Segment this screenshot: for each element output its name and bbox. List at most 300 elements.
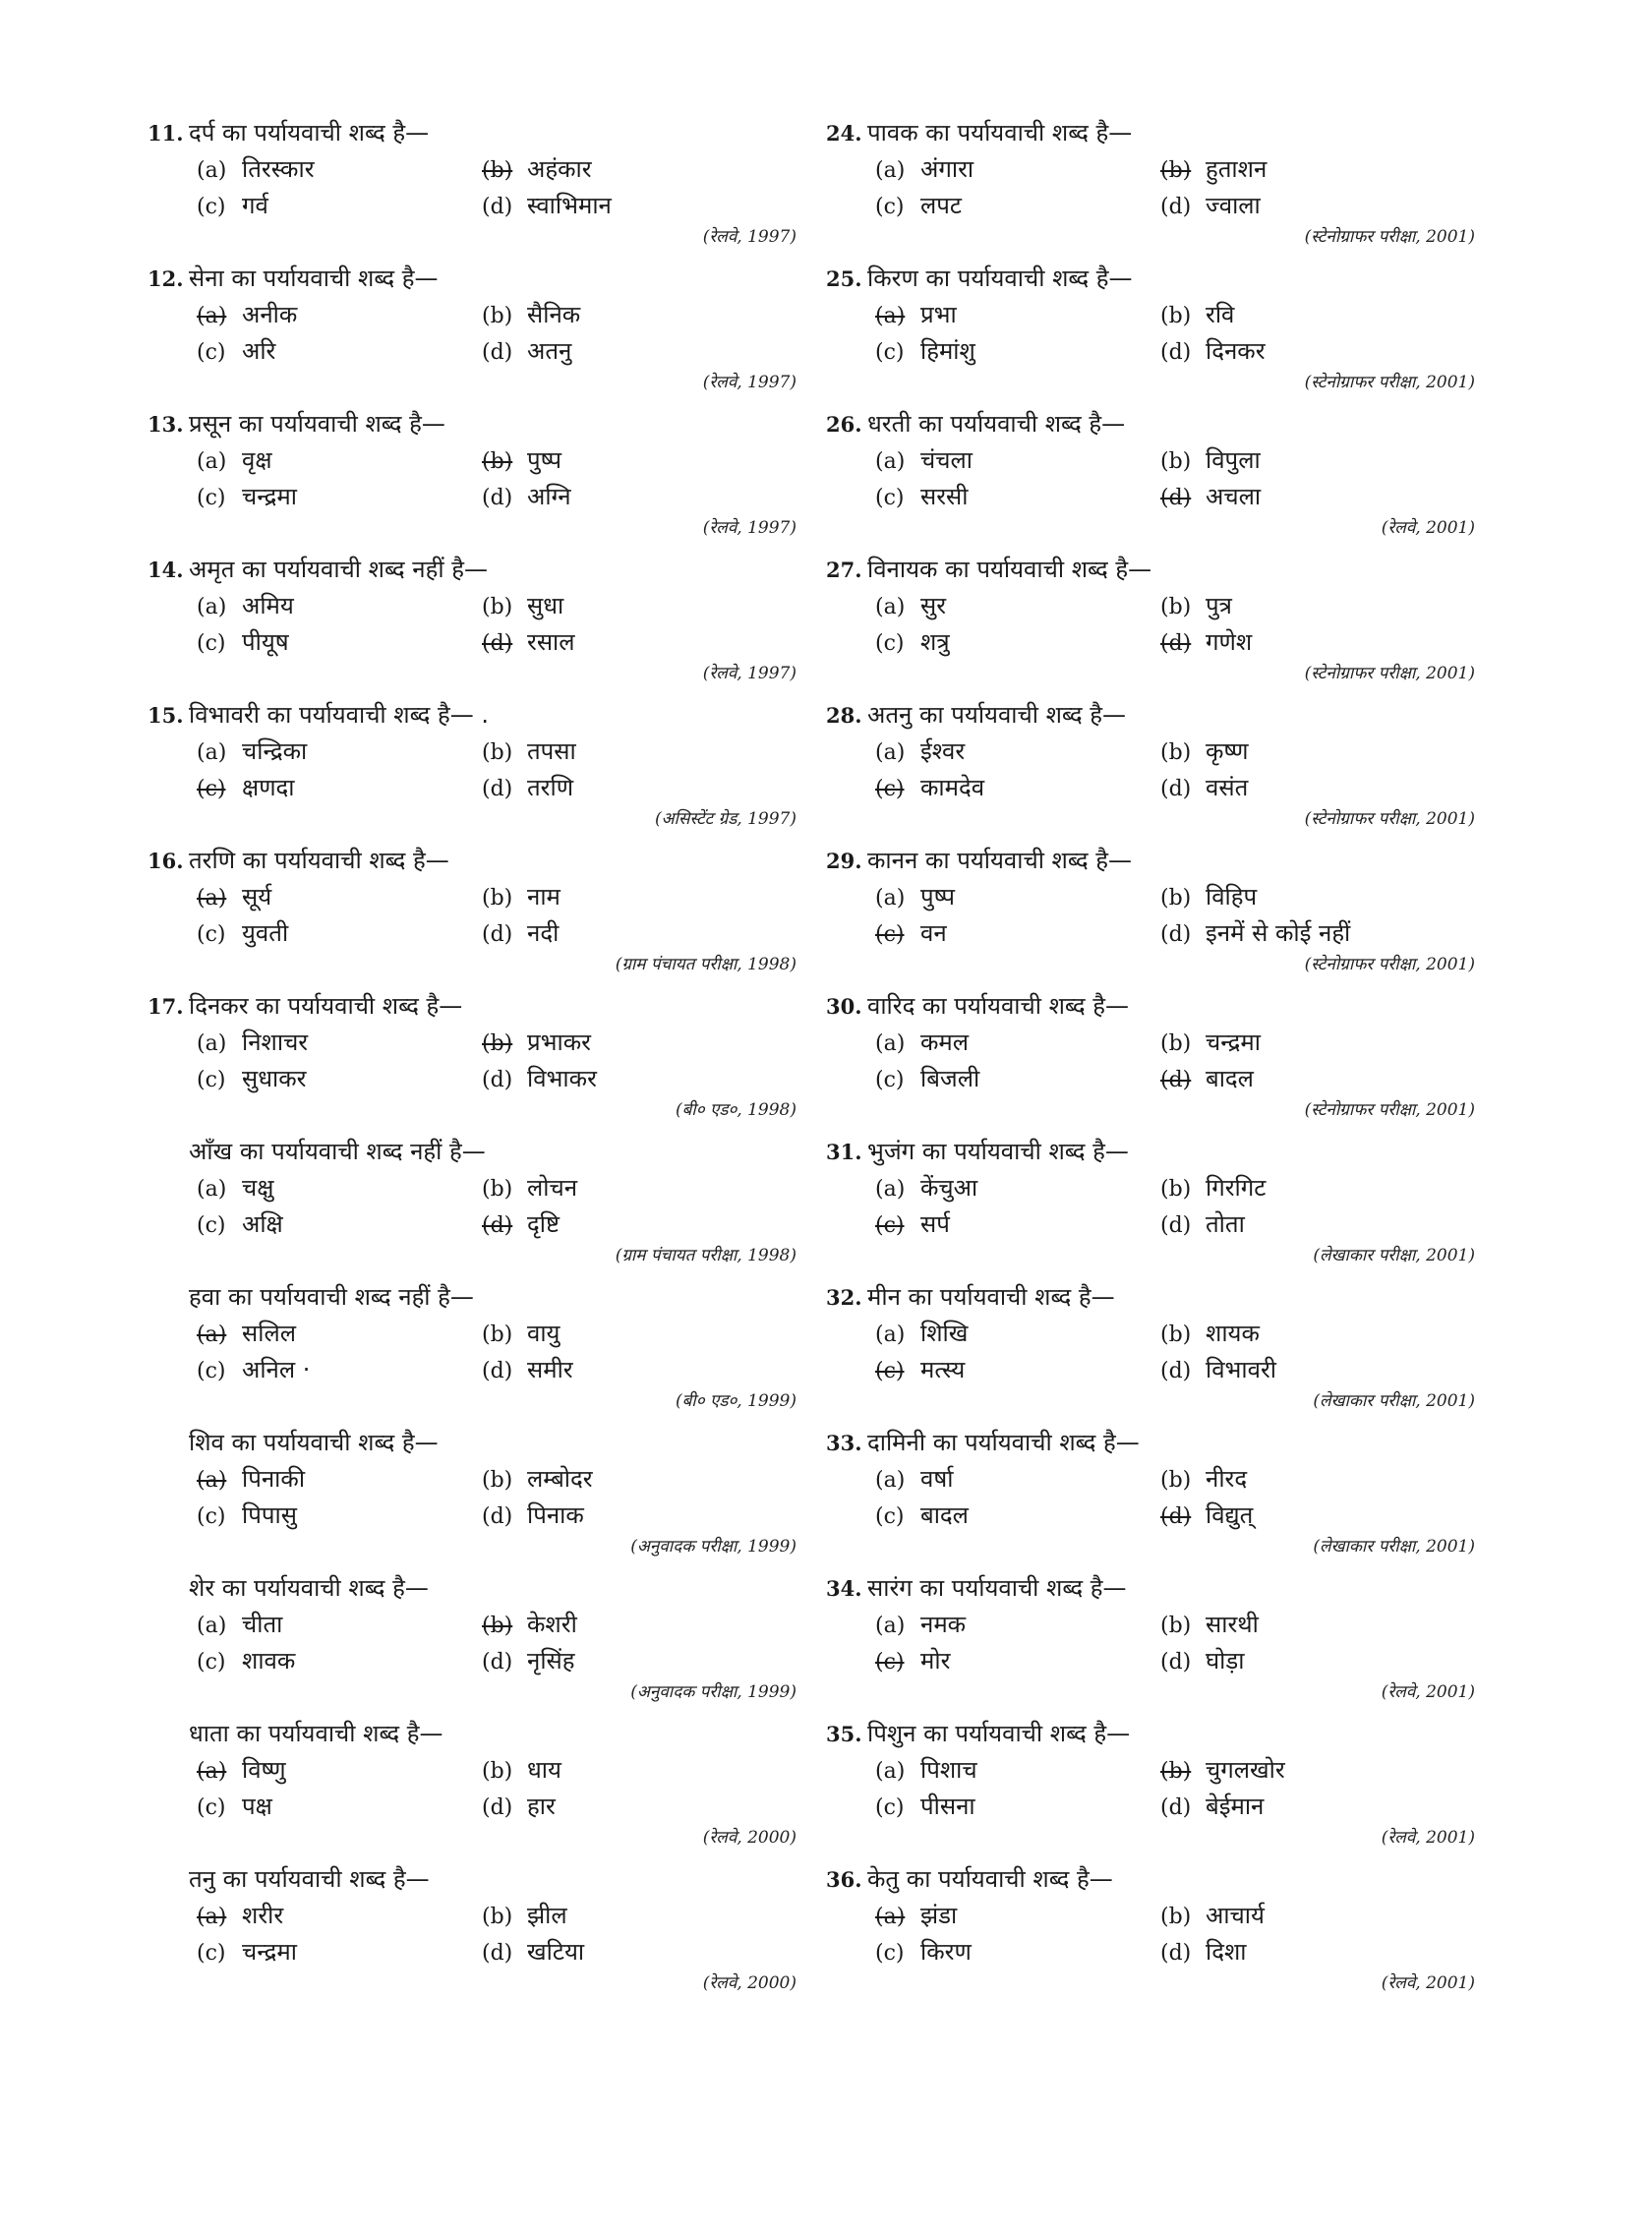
option-text: धाय xyxy=(527,1756,561,1784)
answer-option xyxy=(482,1206,777,1243)
question-text: का पर्यायवाची शब्द है— xyxy=(222,1865,430,1893)
option-label: (a) xyxy=(197,595,227,619)
question-stem xyxy=(148,262,836,297)
option-text: इनमें से कोई नहीं xyxy=(1206,919,1351,947)
option-text: पिपासु xyxy=(242,1501,297,1529)
option-label: (d) xyxy=(482,1650,513,1675)
option-label: (a) xyxy=(197,449,227,474)
answer-option xyxy=(482,734,777,770)
left-question-column xyxy=(148,116,836,2008)
option-text: किरण xyxy=(920,1938,972,1966)
option-label-marked: (d) xyxy=(482,631,513,656)
answer-option xyxy=(482,1934,777,1970)
option-label: (c) xyxy=(197,922,226,947)
answer-option xyxy=(482,1025,777,1061)
option-label-marked: (c) xyxy=(875,1213,905,1238)
option-text: समीर xyxy=(527,1356,573,1383)
option-label: (b) xyxy=(482,886,513,911)
answer-option xyxy=(197,1206,482,1243)
option-label-marked: (a) xyxy=(875,304,906,328)
option-text: प्रभा xyxy=(920,301,957,328)
option-label: (b) xyxy=(482,1759,513,1784)
question-block xyxy=(148,1426,836,1571)
option-text: सैनिक xyxy=(527,301,581,328)
question-block xyxy=(826,1717,1514,1862)
answer-option xyxy=(482,1461,777,1498)
question-number: 31. xyxy=(826,1140,862,1164)
question-keyword: आँख xyxy=(189,1138,233,1165)
options-grid xyxy=(875,1170,1514,1243)
question-keyword: दर्प xyxy=(189,119,215,147)
question-text: का पर्यायवाची शब्द है— xyxy=(256,992,463,1020)
question-number: 35. xyxy=(826,1722,862,1746)
options-grid xyxy=(197,1170,836,1243)
answer-option xyxy=(875,1498,1160,1534)
question-block xyxy=(826,1280,1514,1426)
option-label: (b) xyxy=(482,1905,513,1929)
option-label: (a) xyxy=(875,158,906,183)
option-text: पक्ष xyxy=(242,1793,272,1820)
answer-option xyxy=(197,1898,482,1934)
question-stem xyxy=(148,1280,836,1316)
question-block xyxy=(148,1717,836,1862)
option-label: (c) xyxy=(875,486,905,510)
question-text: का पर्यायवाची शब्द है— xyxy=(242,847,449,874)
exam-source: (रेलवे, 2000) xyxy=(702,1828,796,1848)
question-block xyxy=(826,553,1514,698)
option-text: चन्द्रमा xyxy=(242,1938,297,1966)
answer-option xyxy=(875,1316,1160,1352)
option-text: तपसा xyxy=(527,737,576,765)
options-grid xyxy=(197,151,836,224)
answer-option xyxy=(875,297,1160,333)
answer-option xyxy=(197,1025,482,1061)
exam-source: (रेलवे, 2001) xyxy=(1381,1973,1475,1993)
question-keyword: दामिनी xyxy=(867,1429,926,1456)
option-text: सूर्य xyxy=(242,883,272,911)
answer-option xyxy=(1160,915,1455,952)
option-label: (a) xyxy=(875,1031,906,1056)
option-text: दिनकर xyxy=(1206,337,1266,365)
option-label-marked: (a) xyxy=(197,1468,227,1493)
option-text: पिशाच xyxy=(920,1756,977,1784)
question-keyword: हवा xyxy=(189,1283,221,1311)
answer-option xyxy=(482,1170,777,1206)
exam-source: (स्टेनोग्राफर परीक्षा, 2001) xyxy=(1304,664,1475,683)
option-label-marked: (a) xyxy=(197,1323,227,1347)
options-grid xyxy=(197,1607,836,1679)
option-text: शायक xyxy=(1206,1320,1260,1347)
option-text: नाम xyxy=(527,883,560,911)
answer-option xyxy=(1160,1170,1455,1206)
question-text: का पर्यायवाची शब्द है— xyxy=(221,1574,429,1602)
option-label: (b) xyxy=(482,740,513,765)
answer-option xyxy=(197,1789,482,1825)
question-text: का पर्यायवाची शब्द है— . xyxy=(266,701,489,729)
answer-option xyxy=(875,1607,1160,1643)
answer-option xyxy=(482,1316,777,1352)
question-block xyxy=(826,1426,1514,1571)
question-stem xyxy=(148,1862,836,1898)
option-text: शत्रु xyxy=(920,628,950,656)
option-text: विद्युत् xyxy=(1206,1501,1254,1529)
option-label: (d) xyxy=(1160,1213,1192,1238)
option-label: (d) xyxy=(482,486,513,510)
option-text: वसंत xyxy=(1206,774,1249,801)
option-label: (a) xyxy=(197,740,227,765)
question-stem xyxy=(826,1426,1514,1461)
exam-source: (स्टेनोग्राफर परीक्षा, 2001) xyxy=(1304,373,1475,392)
question-block xyxy=(148,1280,836,1426)
options-grid xyxy=(875,151,1514,224)
option-label: (b) xyxy=(1160,740,1192,765)
question-stem xyxy=(148,1571,836,1607)
question-stem xyxy=(826,698,1514,734)
option-label: (c) xyxy=(197,340,226,365)
question-keyword: शेर xyxy=(189,1574,215,1602)
option-text: सुधाकर xyxy=(242,1065,307,1092)
question-block xyxy=(826,698,1514,844)
exam-source: (रेलवे, 1997) xyxy=(702,373,796,392)
option-label: (c) xyxy=(197,1213,226,1238)
answer-option xyxy=(875,442,1160,479)
option-text: बिजली xyxy=(920,1065,980,1092)
exam-source: (रेलवे, 2000) xyxy=(702,1973,796,1993)
option-text: बादल xyxy=(1206,1065,1254,1092)
question-keyword: सारंग xyxy=(867,1574,913,1602)
option-label-marked: (b) xyxy=(482,449,513,474)
answer-option xyxy=(197,297,482,333)
option-label: (d) xyxy=(482,1068,513,1092)
answer-option xyxy=(197,1461,482,1498)
option-label: (b) xyxy=(482,304,513,328)
question-number: 17. xyxy=(148,994,184,1019)
answer-option xyxy=(875,1206,1160,1243)
option-label: (c) xyxy=(197,1504,226,1529)
answer-option xyxy=(482,442,777,479)
option-label: (c) xyxy=(197,486,226,510)
question-keyword: धरती xyxy=(867,410,912,438)
question-stem xyxy=(826,1135,1514,1170)
option-label: (b) xyxy=(482,1468,513,1493)
option-text: तोता xyxy=(1206,1210,1245,1238)
answer-option xyxy=(1160,1898,1455,1934)
answer-option xyxy=(482,1643,777,1679)
options-grid xyxy=(875,1607,1514,1679)
answer-option xyxy=(875,1898,1160,1934)
answer-option xyxy=(197,734,482,770)
option-text: खटिया xyxy=(527,1938,585,1966)
question-number: 24. xyxy=(826,121,862,146)
options-grid xyxy=(197,879,836,952)
answer-option xyxy=(1160,1025,1455,1061)
question-keyword: किरण xyxy=(867,265,918,292)
question-number: 29. xyxy=(826,849,862,873)
options-grid xyxy=(197,1025,836,1097)
question-number: 30. xyxy=(826,994,862,1019)
option-label: (a) xyxy=(197,1614,227,1638)
option-text: ईश्वर xyxy=(920,737,966,765)
option-text: दिशा xyxy=(1206,1938,1247,1966)
option-text: लम्बोदर xyxy=(527,1465,593,1493)
options-grid xyxy=(197,1898,836,1970)
answer-option xyxy=(482,1061,777,1097)
option-text: विपुला xyxy=(1206,446,1261,474)
answer-option xyxy=(1160,1789,1455,1825)
answer-option xyxy=(1160,624,1455,661)
option-label-marked: (c) xyxy=(875,1650,905,1675)
answer-option xyxy=(875,1752,1160,1789)
answer-option xyxy=(482,1789,777,1825)
answer-option xyxy=(482,1352,777,1388)
option-label: (d) xyxy=(1160,1795,1192,1820)
answer-option xyxy=(1160,1752,1455,1789)
answer-option xyxy=(875,1461,1160,1498)
question-text: का पर्यायवाची शब्द है— xyxy=(236,1720,443,1747)
option-label: (b) xyxy=(1160,595,1192,619)
question-keyword: दिनकर xyxy=(189,992,249,1020)
question-stem xyxy=(826,553,1514,588)
option-label: (c) xyxy=(875,631,905,656)
option-label: (c) xyxy=(875,1068,905,1092)
answer-option xyxy=(1160,151,1455,188)
option-label-marked: (d) xyxy=(1160,1068,1192,1092)
question-number: 13. xyxy=(148,412,184,437)
answer-option xyxy=(1160,879,1455,915)
question-block xyxy=(148,1571,836,1717)
option-label-marked: (b) xyxy=(1160,1759,1192,1784)
option-label: (d) xyxy=(1160,340,1192,365)
option-label: (b) xyxy=(1160,886,1192,911)
option-text: बादल xyxy=(920,1501,969,1529)
option-text: अनिल · xyxy=(242,1356,311,1383)
option-label: (d) xyxy=(482,1795,513,1820)
question-keyword: मीन xyxy=(867,1283,901,1311)
option-text: नदी xyxy=(527,919,560,947)
answer-option xyxy=(875,188,1160,224)
option-label: (a) xyxy=(875,1759,906,1784)
option-text: सर्प xyxy=(920,1210,950,1238)
option-text: पुत्र xyxy=(1206,592,1232,619)
option-text: अतनु xyxy=(527,337,572,365)
answer-option xyxy=(482,333,777,370)
option-text: मत्स्य xyxy=(920,1356,966,1383)
option-label: (b) xyxy=(1160,1177,1192,1202)
option-text: अमिय xyxy=(242,592,294,619)
question-number: 33. xyxy=(826,1431,862,1455)
option-label: (d) xyxy=(1160,1650,1192,1675)
answer-option xyxy=(1160,479,1455,515)
option-label-marked: (a) xyxy=(197,886,227,911)
question-text: का पर्यायवाची शब्द है— xyxy=(918,410,1126,438)
option-text: शिखि xyxy=(920,1320,969,1347)
answer-option xyxy=(1160,333,1455,370)
option-label: (c) xyxy=(197,1941,226,1966)
option-text: सुधा xyxy=(527,592,564,619)
question-stem xyxy=(148,1135,836,1170)
option-label: (b) xyxy=(482,1177,513,1202)
option-label-marked: (d) xyxy=(1160,1504,1192,1529)
option-text: नृसिंह xyxy=(527,1647,575,1675)
question-text: का पर्यायवाची शब्द है— xyxy=(918,701,1127,729)
option-text: चंचला xyxy=(920,446,973,474)
question-number: 34. xyxy=(826,1576,862,1601)
exam-source: (स्टेनोग्राफर परीक्षा, 2001) xyxy=(1304,809,1475,829)
exam-source: (रेलवे, 2001) xyxy=(1381,1682,1475,1702)
option-label-marked: (a) xyxy=(875,1905,906,1929)
option-text: रसाल xyxy=(527,628,575,656)
exam-source: (बी० एड०, 1998) xyxy=(675,1100,796,1120)
right-question-column xyxy=(826,116,1514,2008)
answer-option xyxy=(1160,588,1455,624)
question-keyword: केतु xyxy=(867,1865,900,1893)
answer-option xyxy=(875,588,1160,624)
answer-option xyxy=(875,1352,1160,1388)
option-text: पिनाक xyxy=(527,1501,584,1529)
question-block xyxy=(826,407,1514,553)
option-text: शरीर xyxy=(242,1902,284,1929)
option-text: केंचुआ xyxy=(920,1174,978,1202)
answer-option xyxy=(197,1752,482,1789)
exam-source: (अनुवादक परीक्षा, 1999) xyxy=(630,1537,796,1557)
question-keyword: धाता xyxy=(189,1720,229,1747)
exam-source: (स्टेनोग्राफर परीक्षा, 2001) xyxy=(1304,955,1475,974)
answer-option xyxy=(1160,1643,1455,1679)
answer-option xyxy=(197,915,482,952)
question-text: का पर्यायवाची शब्द है— xyxy=(932,1429,1140,1456)
answer-option xyxy=(482,770,777,806)
option-label: (d) xyxy=(1160,777,1192,801)
answer-option xyxy=(875,1789,1160,1825)
question-block xyxy=(826,1135,1514,1280)
answer-option xyxy=(1160,297,1455,333)
question-keyword: भुजंग xyxy=(867,1138,915,1165)
answer-option xyxy=(197,1316,482,1352)
options-grid xyxy=(875,297,1514,370)
option-text: पुष्प xyxy=(920,883,955,911)
option-text: चन्द्रमा xyxy=(1206,1029,1261,1056)
question-block xyxy=(148,553,836,698)
options-grid xyxy=(197,297,836,370)
question-stem xyxy=(826,262,1514,297)
option-text: अचला xyxy=(1206,483,1262,510)
question-block xyxy=(148,1862,836,2008)
exam-source: (रेलवे, 1997) xyxy=(702,518,796,538)
option-text: हिमांशु xyxy=(920,337,975,365)
options-grid xyxy=(197,442,836,515)
question-text: का पर्यायवाची शब्द है— xyxy=(925,119,1133,147)
options-grid xyxy=(197,588,836,661)
answer-option xyxy=(1160,1934,1455,1970)
option-text: युवती xyxy=(242,919,289,947)
option-text: लपट xyxy=(920,192,962,219)
question-text: का पर्यायवाची शब्द है— xyxy=(238,410,445,438)
option-text: मोर xyxy=(920,1647,951,1675)
answer-option xyxy=(197,1934,482,1970)
question-text: का पर्यायवाची शब्द है— xyxy=(921,1138,1129,1165)
option-text: हार xyxy=(527,1793,556,1820)
option-text: केशरी xyxy=(527,1611,577,1638)
option-text: शावक xyxy=(242,1647,296,1675)
option-label: (d) xyxy=(482,922,513,947)
option-text: अक्षि xyxy=(242,1210,283,1238)
option-text: विहिप xyxy=(1206,883,1258,911)
question-keyword: विनायक xyxy=(867,556,938,583)
answer-option xyxy=(875,734,1160,770)
answer-option xyxy=(1160,1061,1455,1097)
answer-option xyxy=(1160,1206,1455,1243)
exam-source: (स्टेनोग्राफर परीक्षा, 2001) xyxy=(1304,227,1475,247)
answer-option xyxy=(482,151,777,188)
option-text: वन xyxy=(920,919,947,947)
option-label-marked: (b) xyxy=(482,1614,513,1638)
question-keyword: पावक xyxy=(867,119,918,147)
question-text: का पर्यायवाची शब्द है— xyxy=(908,1283,1115,1311)
question-block xyxy=(148,844,836,989)
answer-option xyxy=(197,879,482,915)
options-grid xyxy=(875,879,1514,952)
options-grid xyxy=(875,1025,1514,1097)
answer-option xyxy=(482,588,777,624)
question-text: का पर्यायवाची शब्द है— xyxy=(925,265,1133,292)
question-stem xyxy=(826,407,1514,442)
option-label-marked: (b) xyxy=(1160,158,1192,183)
option-label-marked: (d) xyxy=(482,1213,513,1238)
option-text: विष्णु xyxy=(242,1756,286,1784)
exam-source: (रेलवे, 2001) xyxy=(1381,518,1475,538)
option-text: झंडा xyxy=(920,1902,958,1929)
option-text: निशाचर xyxy=(242,1029,309,1056)
question-stem xyxy=(148,1426,836,1461)
question-number: 11. xyxy=(148,121,184,146)
exam-source: (बी० एड०, 1999) xyxy=(675,1391,796,1411)
options-grid xyxy=(875,734,1514,806)
answer-option xyxy=(197,1061,482,1097)
option-label: (c) xyxy=(197,195,226,219)
answer-option xyxy=(875,1170,1160,1206)
question-keyword: वारिद xyxy=(867,992,915,1020)
answer-option xyxy=(482,188,777,224)
question-block xyxy=(826,262,1514,407)
question-number: 36. xyxy=(826,1867,862,1892)
options-grid xyxy=(875,442,1514,515)
options-grid xyxy=(197,1461,836,1534)
question-text: का पर्यायवाची शब्द है— xyxy=(924,847,1132,874)
question-number: 16. xyxy=(148,849,184,873)
option-text: हुताशन xyxy=(1206,155,1268,183)
exam-source: (असिस्टेंट ग्रेड, 1997) xyxy=(654,809,796,829)
options-grid xyxy=(875,588,1514,661)
option-label: (d) xyxy=(1160,1359,1192,1383)
question-number: 15. xyxy=(148,703,184,728)
answer-option xyxy=(482,1898,777,1934)
options-grid xyxy=(197,734,836,806)
answer-option xyxy=(875,879,1160,915)
option-label: (c) xyxy=(875,195,905,219)
option-label: (a) xyxy=(875,1468,906,1493)
question-text: का पर्यायवाची शब्द है— xyxy=(945,556,1152,583)
option-text: गणेश xyxy=(1206,628,1253,656)
option-label: (b) xyxy=(1160,449,1192,474)
answer-option xyxy=(197,1643,482,1679)
question-stem xyxy=(826,844,1514,879)
answer-option xyxy=(197,188,482,224)
exam-source: (रेलवे, 1997) xyxy=(702,227,796,247)
question-block xyxy=(826,844,1514,989)
answer-option xyxy=(482,915,777,952)
option-label: (a) xyxy=(875,1177,906,1202)
exam-source: (ग्राम पंचायत परीक्षा, 1998) xyxy=(615,955,796,974)
